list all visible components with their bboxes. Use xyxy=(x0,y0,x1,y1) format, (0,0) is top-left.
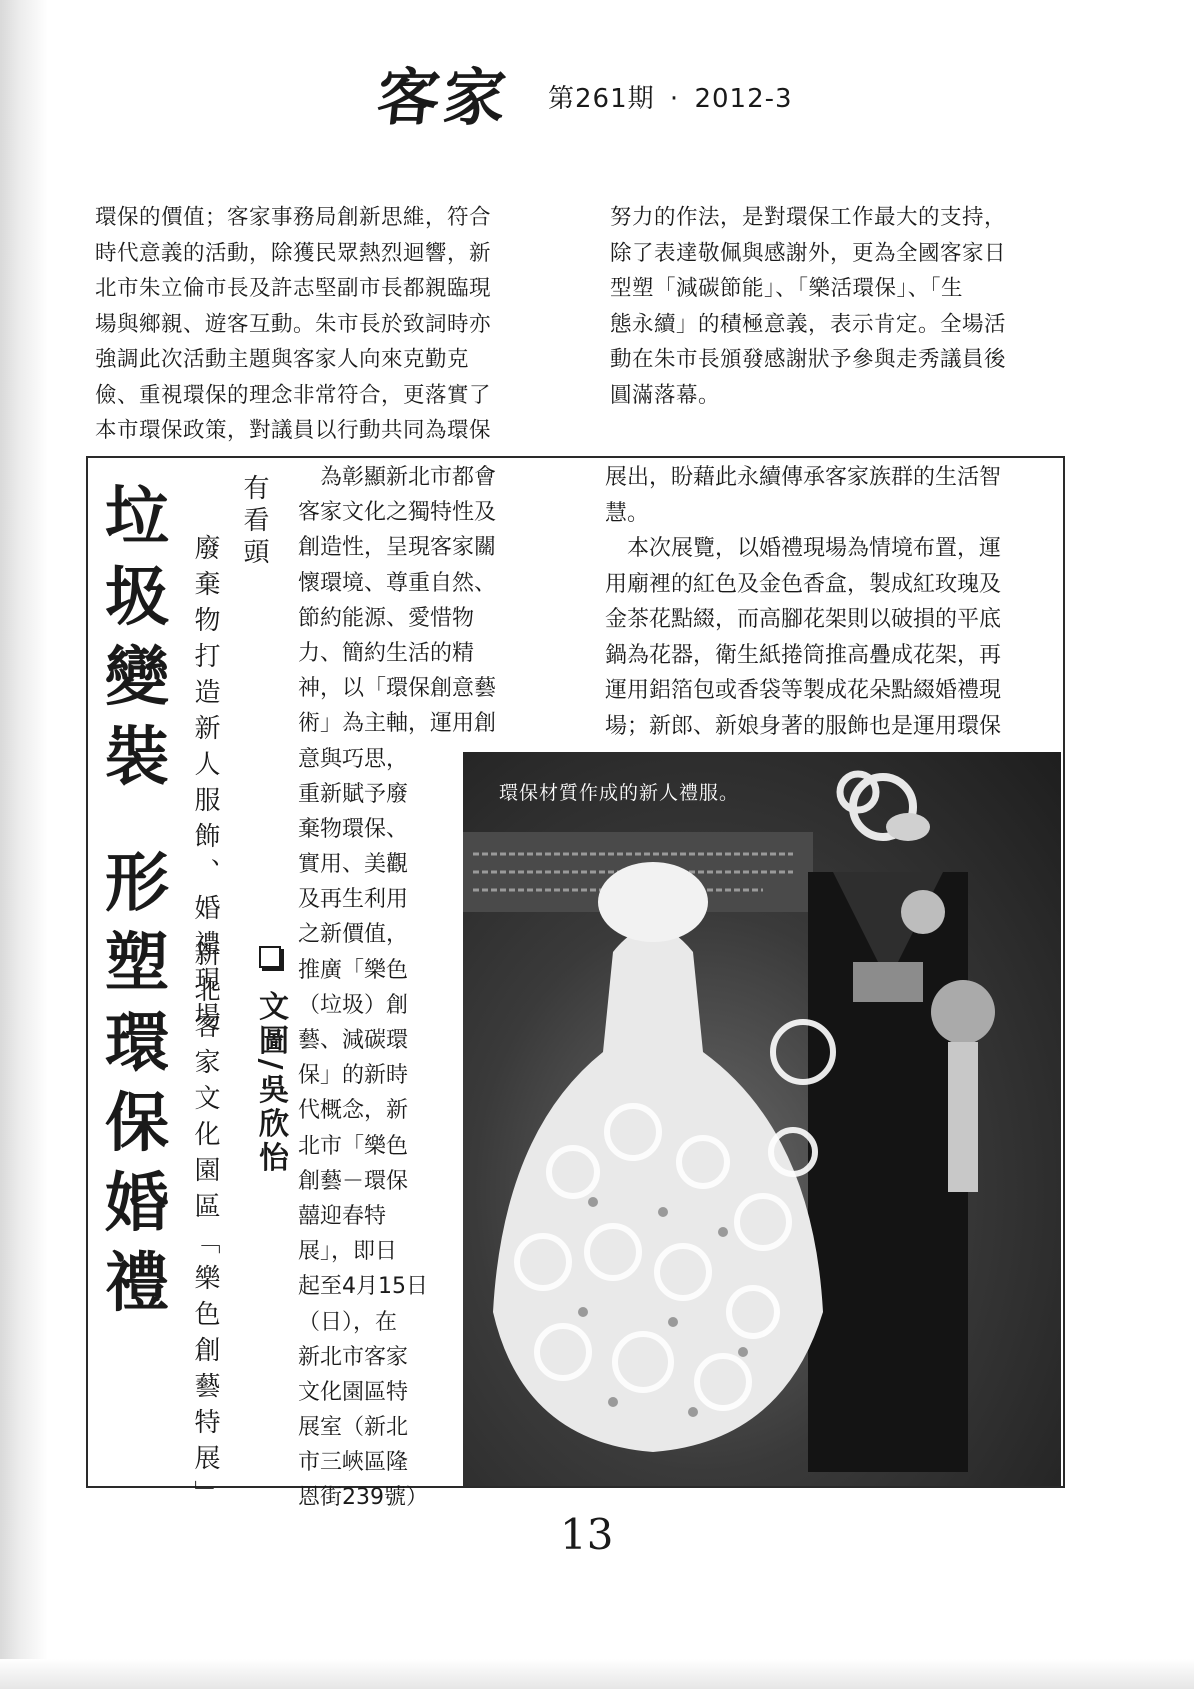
text-line: 北市朱立倫市長及許志堅副市長都親臨現 xyxy=(95,276,492,301)
bouquet xyxy=(931,980,995,1044)
text-line: 神，以「環保創意藝 xyxy=(298,676,497,702)
headline-char: 婚 xyxy=(105,1166,169,1241)
text-line: 儉、重視環保的理念非常符合，更落實了 xyxy=(95,382,492,408)
text-line: （垃圾）創 xyxy=(298,992,409,1018)
issue-number: 第261期 xyxy=(548,84,655,114)
photo-caption: 環保材質作成的新人禮服。 xyxy=(499,782,740,804)
text-line: 囍迎春特 xyxy=(298,1203,387,1229)
square-bullet-icon xyxy=(259,946,281,968)
text-line: 推廣「樂色 xyxy=(298,957,409,983)
text-line: 用廟裡的紅色及金色香盒，製成紅玫瑰及 xyxy=(605,571,1002,597)
previous-article-left-column xyxy=(95,200,555,449)
text-line: 北市「樂色 xyxy=(298,1133,409,1159)
byline xyxy=(248,946,292,1175)
headline-char: 圾 xyxy=(105,560,169,635)
text-line: 藝、減碳環 xyxy=(298,1028,409,1053)
headline-char: 塑 xyxy=(105,926,169,1001)
wedding-gown xyxy=(493,927,823,1452)
text-line: 慧。 xyxy=(605,500,650,526)
magazine-title: 客家 xyxy=(373,61,514,134)
text-line: 棄物環保、 xyxy=(298,816,409,842)
photo-illustration xyxy=(463,752,1061,1486)
headline xyxy=(92,478,182,1324)
page-number: 13 xyxy=(560,1510,614,1559)
previous-article-right-column xyxy=(610,200,1080,413)
text-line: 動在朱市長頒發感謝狀予參與走秀議員後 xyxy=(610,347,1007,372)
headline-kicker: 有看頭 xyxy=(239,474,269,570)
wedding-dress-photo xyxy=(463,752,1061,1486)
text-line: 展室（新北 xyxy=(298,1415,409,1441)
text-line: 重新賦予廢 xyxy=(298,781,409,807)
text-line: 努力的作法，是對環保工作最大的支持， xyxy=(610,205,1007,230)
issue-info xyxy=(548,78,793,115)
text-line: 為彰顯新北市都會 xyxy=(298,465,497,490)
headline-char: 裝 xyxy=(105,720,169,795)
text-line: 展出，盼藉此永續傳承客家族群的生活智 xyxy=(605,465,1002,490)
text-line: 力、簡約生活的精 xyxy=(298,640,475,666)
text-line: 代概念，新 xyxy=(298,1098,409,1124)
text-line: 本市環保政策，對議員以行動共同為環保 xyxy=(95,418,492,443)
text-line: 本次展覽，以婚禮現場為情境布置，運 xyxy=(605,536,1002,561)
text-line: 懷環境、尊重自然、 xyxy=(298,570,497,596)
headline-char: 保 xyxy=(105,1086,169,1161)
text-line: 除了表達敬佩與感謝外，更為全國客家日 xyxy=(610,240,1007,266)
text-line: 及再生利用 xyxy=(298,887,409,913)
text-line: 意與巧思， xyxy=(298,746,409,772)
text-line: 新北市客家 xyxy=(298,1344,409,1370)
headline-char: 垃 xyxy=(105,480,169,555)
text-line: 保」的新時 xyxy=(298,1063,409,1089)
text-line: 態永續」的積極意義，表示肯定。全場活 xyxy=(610,311,1007,337)
scan-bottom-shadow xyxy=(0,1659,1194,1689)
subtitle-line-2: 新北客家文化園區「樂色創藝特展」 xyxy=(190,940,220,1516)
article-right-column xyxy=(605,460,1065,744)
bride-headpiece xyxy=(598,862,708,942)
text-line: 市三峽區隆 xyxy=(298,1450,409,1476)
text-line: 之新價值， xyxy=(298,922,409,948)
text-line: 實用、美觀 xyxy=(298,852,409,878)
text-line: 運用鋁箔包或香袋等製成花朵點綴婚禮現 xyxy=(605,678,1002,703)
issue-separator: · xyxy=(669,84,680,114)
text-line: 型塑「減碳節能」、「樂活環保」、「生 xyxy=(610,276,964,301)
text-line: 起至4月15日 xyxy=(298,1274,428,1300)
text-line: 金茶花點綴，而高腳花架則以破損的平底 xyxy=(605,607,1002,632)
headline-char: 形 xyxy=(105,846,169,921)
text-line: 創造性，呈現客家關 xyxy=(298,535,497,561)
text-line: 環保的價值；客家事務局創新思維，符合 xyxy=(95,205,492,230)
text-line: 展」，即日 xyxy=(298,1239,398,1265)
text-line: 場；新郎、新娘身著的服飾也是運用環保 xyxy=(605,713,1002,739)
text-line: 鍋為花器，衛生紙捲筒推高疊成花架，再 xyxy=(605,642,1002,668)
text-line: 場與鄉親、遊客互動。朱市長於致詞時亦 xyxy=(95,311,492,337)
headline-char: 禮 xyxy=(105,1246,169,1321)
text-line: 圓滿落幕。 xyxy=(610,382,721,408)
text-line: 時代意義的活動，除獲民眾熱烈迴響，新 xyxy=(95,240,492,266)
headline-char: 環 xyxy=(105,1006,169,1081)
text-line: 文化園區特 xyxy=(298,1379,409,1405)
byline-text: 文圖/吳欣怡 xyxy=(253,990,288,1176)
text-line: 術」為主軸，運用創 xyxy=(298,711,497,737)
text-line: 強調此次活動主題與客家人向來克勤克 xyxy=(95,347,470,372)
scan-edge-shadow xyxy=(0,0,48,1689)
text-line: 創藝－環保 xyxy=(298,1168,409,1194)
text-line: （日），在 xyxy=(298,1309,398,1335)
subtitle-line-1: 廢棄物打造新人服飾、婚禮現場 xyxy=(190,534,220,1038)
text-line: 節約能源、愛惜物 xyxy=(298,605,475,631)
headline-char: 變 xyxy=(105,640,169,715)
boutonniere xyxy=(901,890,945,934)
issue-date: 2012-3 xyxy=(694,84,793,114)
text-line: 客家文化之獨特性及 xyxy=(298,500,497,526)
text-line: 恩街239號） xyxy=(298,1485,428,1511)
